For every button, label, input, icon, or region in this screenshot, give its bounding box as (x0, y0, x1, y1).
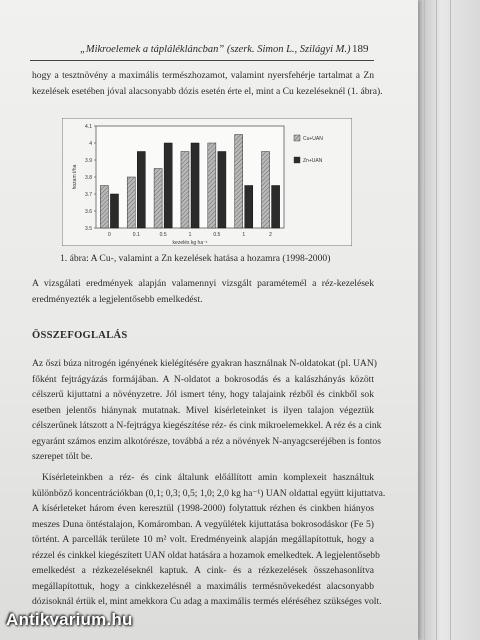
header-rule (30, 60, 374, 61)
y-tick-label: 4 (89, 141, 92, 147)
figure-caption: 1. ábra: A Cu-, valamint a Zn kezelések hatása a hozamra (1998-2000) (60, 253, 331, 264)
x-axis-label: kezelés kg ha⁻¹ (172, 240, 208, 246)
y-axis-label: hozam t/ha (72, 164, 78, 190)
text-line: történt. A parcellák területe 10 m² volt. Eredményeink alapján megállapítottuk, hogy a (32, 534, 374, 545)
text-line: esetben jelentős hiánynak mutatnak. Mivel kísérleteinket is ilyen talajon végeztük (32, 404, 374, 416)
text-line: célszerűnek látszott a N-fejtrágya kiegészítése réz- és cink mikroelemekkel. A réz és a cink (32, 420, 382, 431)
text-line: célszerű kijuttatni a növényzetre. Jól ismert tény, hogy talajaink rézből és cinkből sok (32, 389, 374, 400)
paragraph-summary (32, 356, 382, 465)
text-line: hogy a tesztnövény a maximális természhozamot, valamint nyersfehérje tartalmat a Zn (32, 70, 374, 81)
bar-zn (272, 186, 280, 229)
y-tick-label: 3.9 (85, 158, 92, 164)
x-tick-label: 2 (269, 232, 272, 238)
page-edge-line (436, 0, 437, 640)
legend-label: Zn+UAN (303, 158, 323, 164)
bar-cu (208, 143, 216, 228)
text-line: Az őszi búza nitrogén igényének kielégítésére gyakran használnak N-oldatokat (pl. UAN) (32, 358, 377, 369)
text-line: dózisoknál értük el, mint amekkora Cu adag a maximális termés eléréséhez szükséges volt. (32, 596, 382, 607)
page-edge-line (424, 0, 425, 640)
y-tick-label: 3.5 (85, 226, 92, 232)
text-line: szerepet tölt be. (32, 451, 93, 462)
text-line: eredményezték a legjelentősebb emelkedést. (32, 293, 203, 305)
text-line: megállapítottuk, hogy a cinkkezelésnél a maximális termésnövekedést alacsonyabb (32, 580, 374, 592)
page-edge-line (450, 0, 451, 640)
running-header: „Mikroelemek a táplálékláncban” (szerk. Simon L., Szilágyi M.) (80, 44, 351, 55)
y-tick-label: 3.6 (85, 209, 92, 215)
x-tick-label: 1 (188, 232, 192, 238)
page-number: 189 (352, 43, 369, 55)
text-line: Kísérleteinkben a réz- és cink általunk előállított amin komplexeit használtuk (42, 472, 374, 483)
section-title: ÖSSZEFOGLALÁS (32, 330, 128, 341)
bar-cu (262, 152, 270, 229)
y-tick-label: 3.7 (85, 192, 92, 198)
bar-zn (110, 194, 118, 228)
legend-swatch (294, 157, 300, 163)
paragraph-results (32, 276, 374, 307)
plot-area (96, 126, 284, 228)
text-line: A vizsgálati eredmények alapján valamennyi vizsgált paramétemél a réz-kezelések (32, 278, 374, 289)
text-line: emelkedést a rézkezeléseknél kaptuk. A cink- és a rézkezelések összehasonlítva (32, 565, 374, 576)
x-tick-label: 0.5 (213, 232, 221, 238)
yield-bar-chart (62, 118, 352, 246)
bar-cu (154, 169, 162, 229)
text-line: kezelések esetében jóval alacsonyabb dózis esetén érte el, mint a Cu kezeléseknél (1. ábra). (32, 85, 383, 97)
legend-label: Cu+UAN (303, 136, 323, 142)
paragraph-methods (32, 470, 386, 610)
bar-cu (235, 135, 243, 229)
bar-cu (181, 152, 189, 229)
bar-zn (191, 143, 199, 228)
bar-cu (100, 186, 108, 229)
text-line: főként fejtrágyázás formájában. A N-oldatot a bokrosodás és a kalászhányás között (32, 373, 374, 385)
text-line: A kísérleteket három éven keresztül (1998-2000) folytattuk rézhen és cinkben hiányos (32, 503, 374, 514)
x-tick-label: 1 (242, 232, 246, 238)
bar-cu (127, 177, 135, 228)
paragraph-intro (32, 68, 383, 99)
y-tick-label: 4.1 (85, 124, 92, 130)
text-line: meszes Duna öntéstalajon, Komáromban. A vegyülétek kijuttatása bokrosodáskor (Fe 5) (32, 518, 374, 530)
legend-swatch (294, 135, 300, 141)
bar-zn (218, 152, 226, 229)
bar-zn (137, 152, 145, 229)
bar-zn (164, 143, 172, 228)
y-tick-label: 3.8 (85, 175, 92, 181)
text-line: rézzel és cinkkel kiegészített UAN oldat hatására a hozamok emelkedtek. A legjelentősebb (32, 549, 380, 561)
x-tick-label: 0.5 (159, 232, 167, 238)
text-line: egyaránt számos enzim alkotórésze, továbbá a réz a növények N-anyagcseréjében is fontos (32, 435, 381, 447)
x-tick-label: 0.1 (132, 232, 140, 238)
bar-zn (245, 186, 253, 229)
text-line: különböző koncentrációkban (0,1; 0,3; 0,5; 1,0; 2,0 kg ha⁻¹) UAN oldattal együtt kijuttatva. (32, 487, 386, 499)
x-tick-label: 0 (108, 232, 111, 238)
watermark: Antikvarium.hu (6, 610, 133, 629)
